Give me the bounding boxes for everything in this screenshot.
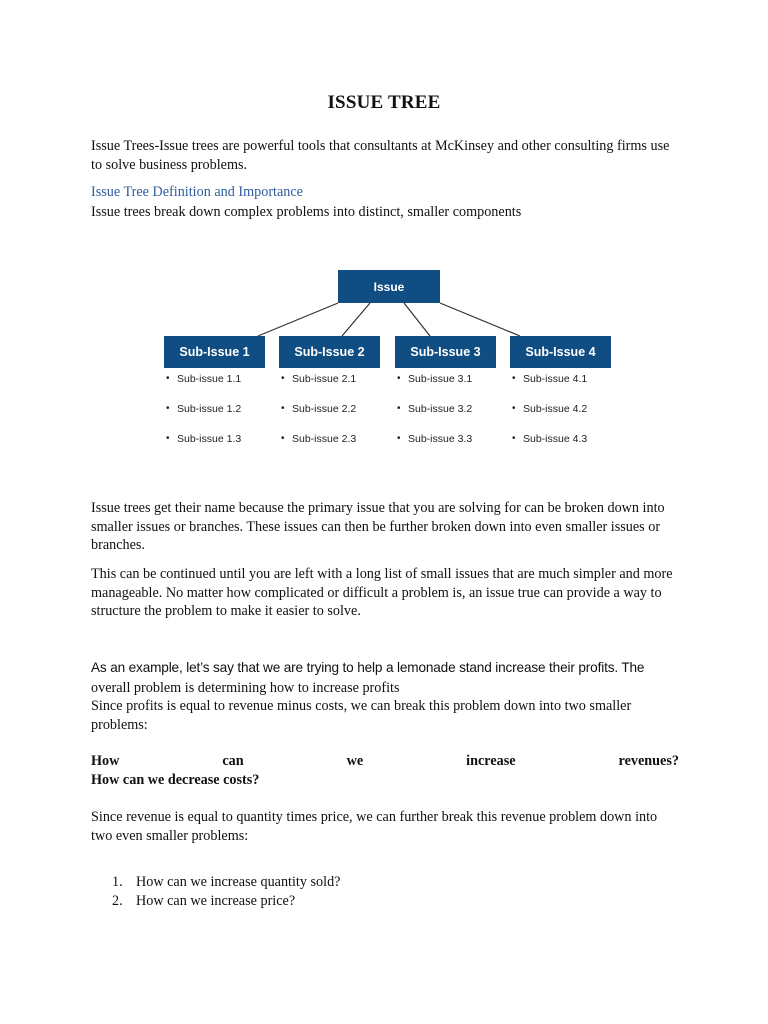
section-text: Issue trees break down complex problems into distinct, smaller components bbox=[91, 204, 522, 220]
connector-line-3 bbox=[404, 303, 430, 336]
sub-issue-box-1: Sub-Issue 1 bbox=[164, 336, 265, 368]
paragraph-example-rest: overall problem is determining how to increase profits bbox=[91, 680, 400, 696]
question-word: we bbox=[346, 753, 364, 769]
issue-tree-diagram bbox=[160, 268, 620, 458]
paragraph-continued: This can be continued until you are left with a long list of small issues that are much simpler and more manageable. No matter how complicated or difficult a problem is, an issue true can provide a way to structure the problem to make it easier to solve. bbox=[91, 566, 673, 619]
sub-issue-list-3 bbox=[395, 371, 505, 461]
question-word: revenues? bbox=[618, 753, 679, 769]
question-word: can bbox=[222, 753, 244, 769]
paragraph-issue-trees-name: Issue trees get their name because the primary issue that you are solving for can be broken down into smaller issues or branches. These issues can then be further broken down into even smaller issues or branches. bbox=[91, 500, 665, 553]
sub-issue-box-2: Sub-Issue 2 bbox=[279, 336, 380, 368]
list-item bbox=[112, 874, 340, 893]
list-text: How can we increase price? bbox=[136, 892, 296, 909]
sub-issue-item: • Sub-issue 4.2 bbox=[510, 401, 620, 431]
sub-issue-item: • Sub-issue 3.2 bbox=[395, 401, 505, 431]
sub-issue-list-4 bbox=[510, 371, 620, 461]
sub-issue-item: • Sub-issue 1.2 bbox=[164, 401, 274, 431]
sub-issue-item: • Sub-issue 2.2 bbox=[279, 401, 389, 431]
list-text: How can we increase quantity sold? bbox=[136, 874, 341, 890]
connector-line-4 bbox=[440, 303, 520, 336]
sub-issue-list-2 bbox=[279, 371, 389, 461]
sub-issue-item: • Sub-issue 1.1 bbox=[164, 371, 274, 401]
sub-issue-item: • Sub-issue 4.1 bbox=[510, 371, 620, 401]
page-title: ISSUE TREE bbox=[327, 92, 441, 113]
connector-line-1 bbox=[258, 303, 338, 336]
sub-issue-box-4: Sub-Issue 4 bbox=[510, 336, 611, 368]
numbered-list bbox=[112, 874, 340, 911]
question-revenues bbox=[91, 753, 679, 770]
issue-root-box: Issue bbox=[338, 270, 440, 303]
sub-issue-item: • Sub-issue 1.3 bbox=[164, 431, 274, 461]
paragraph-example-line1: As an example, let’s say that we are trying to help a lemonade stand increase their profits. The bbox=[91, 660, 645, 675]
paragraph-profits: Since profits is equal to revenue minus costs, we can break this problem down into two smaller problems: bbox=[91, 698, 632, 733]
list-number: 1. bbox=[112, 874, 123, 890]
paragraph-revenue: Since revenue is equal to quantity times price, we can further break this revenue problem down into two even smaller problems: bbox=[91, 809, 658, 844]
question-word: increase bbox=[466, 753, 516, 769]
sub-issue-item: • Sub-issue 4.3 bbox=[510, 431, 620, 461]
question-word: How bbox=[91, 753, 120, 769]
sub-issue-item: • Sub-issue 2.3 bbox=[279, 431, 389, 461]
intro-paragraph: Issue Trees-Issue trees are powerful tools that consultants at McKinsey and other consulting firms use to solve business problems. bbox=[91, 138, 670, 173]
sub-issue-item: • Sub-issue 3.3 bbox=[395, 431, 505, 461]
sub-issue-item: • Sub-issue 2.1 bbox=[279, 371, 389, 401]
list-item bbox=[112, 893, 340, 912]
section-heading: Issue Tree Definition and Importance bbox=[91, 184, 303, 200]
sub-issue-list-1 bbox=[164, 371, 274, 461]
sub-issue-box-3: Sub-Issue 3 bbox=[395, 336, 496, 368]
sub-issue-item: • Sub-issue 3.1 bbox=[395, 371, 505, 401]
question-costs: How can we decrease costs? bbox=[91, 772, 260, 788]
connector-line-2 bbox=[342, 303, 370, 336]
list-number: 2. bbox=[112, 892, 123, 909]
